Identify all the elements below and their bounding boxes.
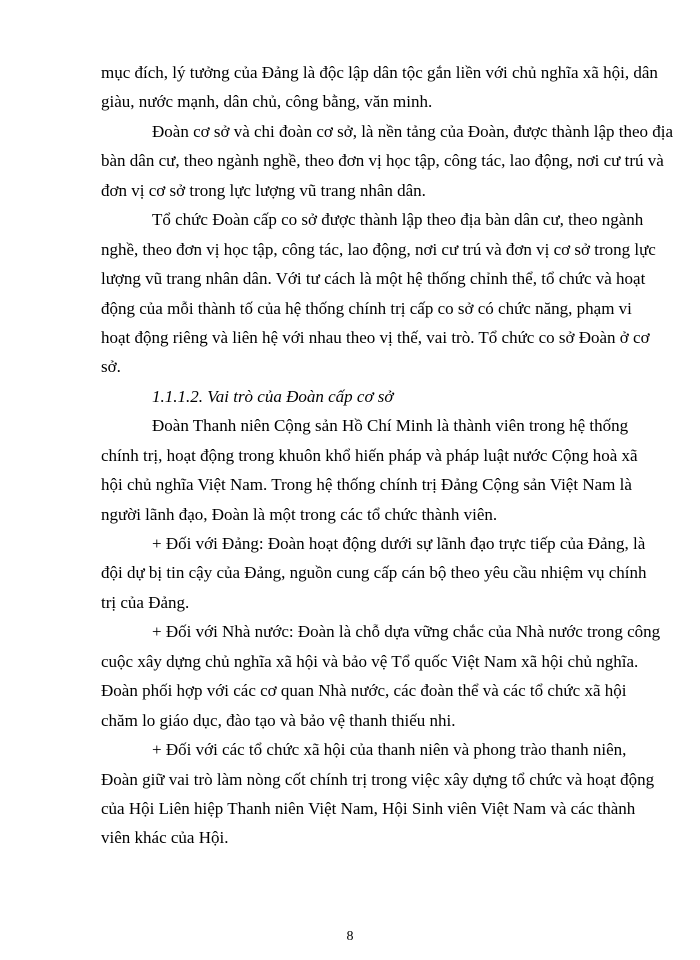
text-line: cuộc xây dựng chủ nghĩa xã hội và bảo vệ Tổ quốc Việt Nam xã hội chủ nghĩa.	[101, 651, 639, 671]
text-line: hội chủ nghĩa Việt Nam. Trong hệ thống chính trị Đảng Cộng sản Việt Nam là	[101, 475, 632, 495]
text-line: chính trị, hoạt động trong khuôn khổ hiến pháp và pháp luật nước Cộng hoà xã	[101, 445, 638, 465]
text-line: hoạt động riêng và liên hệ với nhau theo vị thế, vai trò. Tổ chức co sở Đoàn ở cơ	[101, 327, 650, 347]
text-line: viên khác của Hội.	[101, 828, 229, 848]
text-line: Tổ chức Đoàn cấp co sở được thành lập theo địa bàn dân cư, theo ngành	[152, 210, 644, 230]
text-line: + Đối với Đảng: Đoàn hoạt động dưới sự lãnh đạo trực tiếp của Đảng, là	[152, 534, 646, 553]
text-line: sở.	[101, 357, 121, 377]
paragraph-to-chuc-doan	[101, 205, 656, 382]
text-line: lượng vũ trang nhân dân. Với tư cách là một hệ thống chỉnh thể, tổ chức và hoạt	[101, 269, 646, 289]
text-line: trị của Đảng.	[101, 592, 190, 612]
text-line: nghề, theo đơn vị học tập, công tác, lao động, nơi cư trú và đơn vị cơ sở trong lực	[101, 239, 656, 259]
paragraph-doi-voi-to-chuc-xa-hoi	[101, 735, 655, 853]
paragraph-doan-co-so	[101, 117, 674, 205]
text-line: chăm lo giáo dục, đào tạo và bảo vệ thanh thiếu nhi.	[101, 710, 456, 730]
text-line: người lãnh đạo, Đoàn là một trong các tổ chức thành viên.	[101, 504, 498, 524]
document-page	[101, 58, 674, 853]
text-line: mục đích, lý tưởng của Đảng là độc lập dân tộc gắn liền với chủ nghĩa xã hội, dân	[101, 63, 658, 82]
text-line: Đoàn cơ sở và chi đoàn cơ sở, là nền tảng của Đoàn, được thành lập theo địa	[152, 121, 674, 141]
section-heading: 1.1.1.2. Vai trò của Đoàn cấp cơ sở	[152, 386, 394, 406]
text-line: + Đối với các tổ chức xã hội của thanh niên và phong trào thanh niên,	[152, 740, 627, 760]
paragraph-doi-voi-dang	[101, 529, 647, 617]
text-line: + Đối với Nhà nước: Đoàn là chỗ dựa vững chắc của Nhà nước trong công	[152, 622, 661, 642]
text-line: của Hội Liên hiệp Thanh niên Việt Nam, Hội Sinh viên Việt Nam và các thành	[101, 798, 636, 818]
paragraph-continuation	[101, 58, 658, 117]
paragraph-doi-voi-nha-nuoc	[101, 617, 661, 735]
text-line: Đoàn giữ vai trò làm nòng cốt chính trị trong việc xây dựng tổ chức và hoạt động	[101, 769, 655, 789]
text-line: động của mỗi thành tố của hệ thống chính trị cấp co sở có chức năng, phạm vi	[101, 298, 632, 318]
page-number: 8	[346, 929, 354, 944]
text-line: Đoàn phối hợp với các cơ quan Nhà nước, các đoàn thể và các tổ chức xã hội	[101, 681, 627, 701]
text-line: Đoàn Thanh niên Cộng sản Hồ Chí Minh là thành viên trong hệ thống	[152, 416, 629, 436]
text-line: giàu, nước mạnh, dân chủ, công bằng, văn minh.	[101, 92, 433, 112]
text-line: bàn dân cư, theo ngành nghề, theo đơn vị học tập, công tác, lao động, nơi cư trú và	[101, 151, 664, 171]
text-line: đơn vị cơ sở trong lực lượng vũ trang nhân dân.	[101, 180, 426, 200]
paragraph-doan-thanh-nien	[101, 411, 638, 529]
text-line: đội dự bị tin cậy của Đảng, nguồn cung cấp cán bộ theo yêu cầu nhiệm vụ chính	[101, 563, 647, 583]
